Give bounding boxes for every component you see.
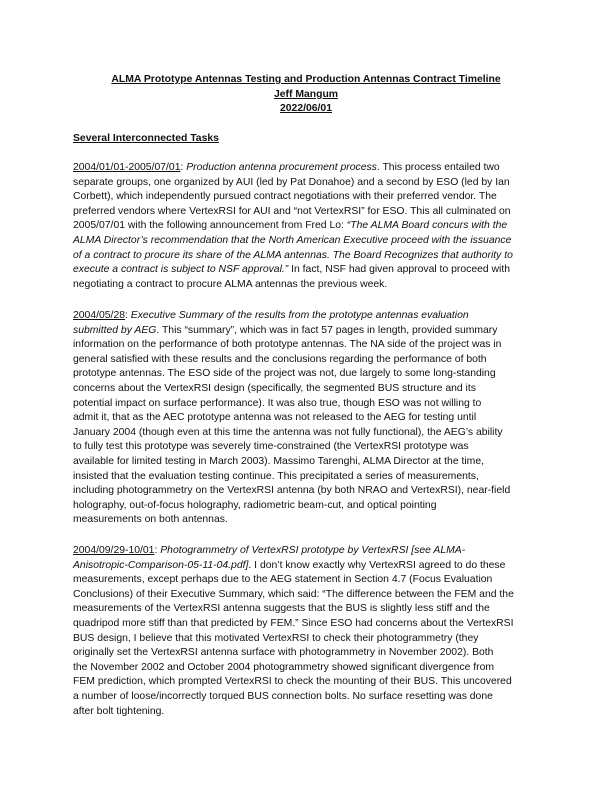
text-line bbox=[73, 190, 545, 205]
text-line bbox=[73, 559, 545, 574]
text-run: negotiating a contract to procure ALMA antennas the previous week. bbox=[73, 278, 388, 290]
italic-text: of a contract to procure its share of the ALMA antennas. The Board Recognizes that authority to bbox=[73, 249, 513, 261]
text-run: prototype antennas. The ESO side of the project was not, due largely to some long-standing bbox=[73, 368, 496, 380]
text-run: to fully test this prototype was severely time-constrained (the VertexRSI prototype was bbox=[73, 441, 469, 453]
entry-date: 2004/09/29-10/01 bbox=[73, 545, 155, 556]
text-run: : bbox=[125, 310, 131, 321]
text-line bbox=[73, 176, 545, 191]
text-line bbox=[73, 324, 545, 339]
italic-text: Photogrammetry of VertexRSI prototype by VertexRSI [see ALMA- bbox=[160, 545, 466, 556]
text-run: : bbox=[180, 162, 187, 173]
text-run: quadripod more stiff than that predicted by FEM.” Since ESO had concerns about the VertexRSI bbox=[73, 617, 514, 629]
italic-text: ALMA Director’s recommendation that the North American Executive proceed with the issuance bbox=[73, 234, 512, 246]
text-line bbox=[73, 219, 545, 234]
text-line bbox=[73, 484, 545, 499]
section-heading: Several Interconnected Tasks bbox=[73, 133, 219, 144]
text-run: Corbett), which independently pursued contract negotiations with their preferred vendor. The bbox=[73, 191, 497, 203]
italic-text: execute a contract is subject to NSF approval.” bbox=[73, 264, 289, 276]
text-line bbox=[73, 573, 545, 588]
text-line bbox=[73, 338, 545, 353]
text-line bbox=[73, 513, 545, 528]
text-line bbox=[73, 411, 545, 426]
text-run: preferred vendors where VertexRSI for AUI and “not VertexRSI” for ESO. This all culminated on bbox=[73, 205, 511, 217]
text-run: . This “summary”, which was in fact 57 pages in length, provided summary bbox=[156, 324, 498, 336]
text-line bbox=[73, 382, 545, 397]
text-line bbox=[73, 690, 545, 705]
text-run: general satisfied with these results and the conclusions regarding the performance of both bbox=[73, 353, 487, 365]
italic-text: submitted by AEG bbox=[73, 324, 157, 336]
text-run: potential impact on surface performance). It was also true, though ESO was not willing to bbox=[73, 397, 482, 409]
text-run: January 2004 (though even at this time the antenna was not fully functional), the AEG’s ability bbox=[73, 426, 503, 438]
text-run: . I don’t know exactly why VertexRSI agreed to do these bbox=[248, 559, 506, 571]
italic-text: “The ALMA Board concurs with the bbox=[346, 220, 508, 232]
paragraph-photogrammetry bbox=[73, 544, 545, 719]
text-line bbox=[73, 646, 545, 661]
italic-text: Anisotropic-Comparison-05-11-04.pdf] bbox=[73, 559, 249, 571]
text-run: measurements of the VertexRSI antenna suggests that the BUS is slightly less stiff and the bbox=[73, 603, 490, 615]
text-run: after bolt tightening. bbox=[73, 705, 165, 717]
text-run: : bbox=[154, 545, 161, 556]
text-line bbox=[73, 397, 545, 412]
text-run: information on the performance of both prototype antennas. The NA side of the project was in bbox=[73, 339, 502, 351]
text-line bbox=[73, 455, 545, 470]
entry-date: 2004/01/01-2005/07/01 bbox=[73, 162, 181, 173]
text-line bbox=[73, 544, 545, 559]
text-line bbox=[73, 675, 545, 690]
text-line bbox=[73, 602, 545, 617]
text-run: measurements, except perhaps due to the AEG statement in Section 4.7 (Focus Evaluation bbox=[73, 574, 493, 586]
document-title: ALMA Prototype Antennas Testing and Production Antennas Contract Timeline bbox=[111, 74, 501, 85]
text-run: 2005/07/01 with the following announcement from Fred Lo: bbox=[73, 220, 347, 232]
document-author: Jeff Mangum bbox=[273, 88, 339, 100]
text-line bbox=[73, 278, 545, 293]
text-run: concerns about the VertexRSI design (specifically, the segmented BUS structure and its bbox=[73, 382, 476, 394]
text-run: admit it, that as the AEC prototype antenna was not released to the AEG for testing until bbox=[73, 412, 477, 424]
text-line bbox=[73, 470, 545, 485]
text-run: available for limited testing in March 2003). Massimo Tarenghi, ALMA Director at the time, bbox=[73, 455, 484, 467]
text-run: the November 2002 and October 2004 photogrammetry showed significant divergence from bbox=[73, 661, 495, 673]
text-run: BUS design, I believe that this motivated VertexRSI to check their photogrammetry (they bbox=[73, 632, 479, 644]
text-line bbox=[73, 205, 545, 220]
text-line bbox=[73, 161, 545, 176]
text-run: originally set the VertexRSI antenna surface with photogrammetry in November 2002). Both bbox=[73, 647, 494, 659]
text-line bbox=[73, 499, 545, 514]
document-header bbox=[0, 73, 612, 117]
text-run: separate groups, one organized by AUI (led by Pat Donahoe) and a second by ESO (led by Ian bbox=[73, 176, 510, 188]
italic-text: Production antenna procurement process bbox=[186, 162, 377, 173]
text-run: holography, out-of-focus holography, radiometric beam-cut, and optical pointing bbox=[73, 499, 437, 511]
text-line bbox=[73, 353, 545, 368]
text-line bbox=[73, 617, 545, 632]
text-line bbox=[73, 426, 545, 441]
paragraph-executive-summary bbox=[73, 309, 545, 528]
text-run: measurements on both antennas. bbox=[73, 514, 228, 526]
text-run: FEM prediction, which prompted VertexRSI to check the mounting of their BUS. This uncovered bbox=[73, 676, 512, 688]
text-line bbox=[73, 661, 545, 676]
text-line bbox=[73, 234, 545, 249]
text-run: Conclusions) of their Executive Summary, which said: “The difference between the FEM and the bbox=[73, 588, 514, 600]
text-line bbox=[73, 705, 545, 720]
text-run: including photogrammetry on the VertexRSI antenna (by both NRAO and VertexRSI), near-field bbox=[73, 485, 511, 497]
text-line bbox=[73, 263, 545, 278]
text-line bbox=[73, 367, 545, 382]
text-line bbox=[73, 440, 545, 455]
italic-text: Executive Summary of the results from the prototype antennas evaluation bbox=[130, 310, 469, 321]
text-run: In fact, NSF had given approval to proceed with bbox=[288, 264, 511, 276]
text-run: a number of loose/incorrectly torqued BUS connection bolts. No surface resetting was done bbox=[73, 690, 493, 702]
paragraph-production-antenna-procurement bbox=[73, 161, 545, 292]
text-line bbox=[73, 309, 545, 324]
text-run: . This process entailed two bbox=[376, 162, 500, 173]
entry-date: 2004/05/28 bbox=[73, 310, 126, 321]
text-run: insisted that the evaluation testing continue. This precipitated a series of measurements, bbox=[73, 470, 479, 482]
text-line bbox=[73, 249, 545, 264]
document-date: 2022/06/01 bbox=[279, 103, 332, 115]
text-line bbox=[73, 588, 545, 603]
text-line bbox=[73, 632, 545, 647]
